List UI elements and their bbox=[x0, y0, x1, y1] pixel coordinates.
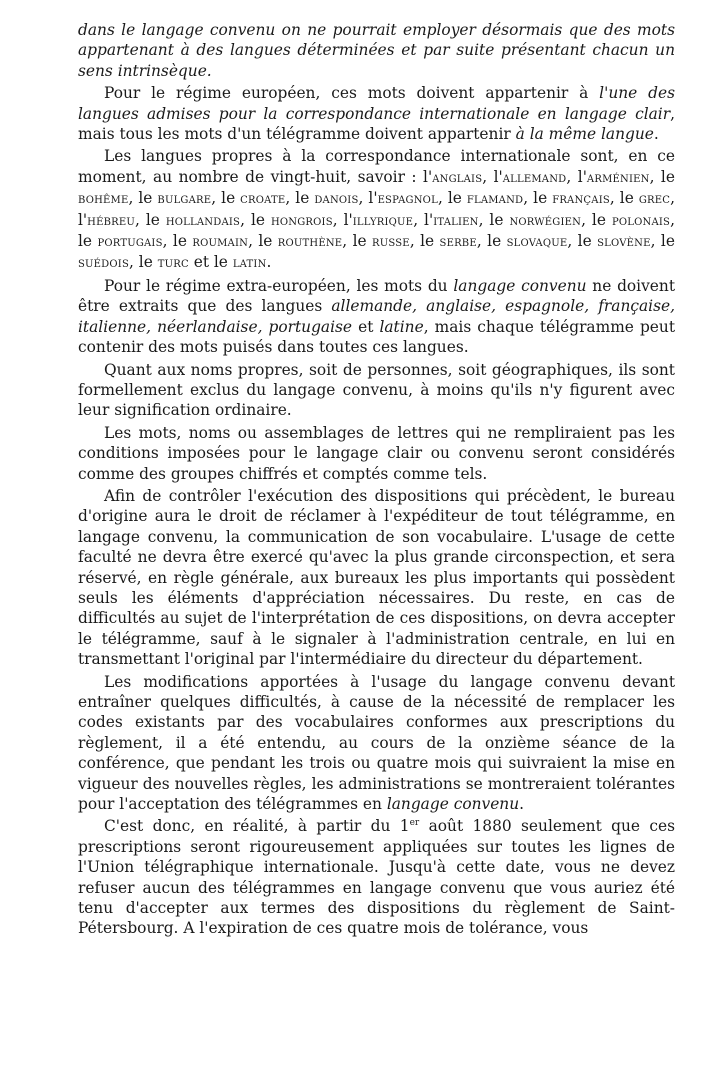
document-page bbox=[78, 20, 675, 941]
text-run: , mais chaque télégramme peut contenir des mots puisés dans toutes ces langues. bbox=[78, 317, 676, 357]
text-run: , l' bbox=[482, 167, 503, 186]
italic-text: langage convenu bbox=[453, 276, 587, 295]
text-run: , le bbox=[78, 210, 675, 251]
language-name: hongrois bbox=[270, 212, 333, 229]
language-name: serbe bbox=[439, 234, 477, 251]
text-run: Les langues propres à la correspondance internationale sont, en ce moment, au nombre de vingt-huit, savoir : l' bbox=[78, 147, 675, 186]
text-run: , l' bbox=[566, 167, 587, 186]
paragraph bbox=[78, 486, 675, 670]
text-run: , le bbox=[409, 232, 440, 251]
language-name: grec bbox=[638, 191, 671, 208]
language-name: slovaque bbox=[506, 234, 568, 251]
text-run: Pour le régime extra-européen, les mots du bbox=[104, 276, 454, 295]
text-run: , le bbox=[650, 232, 675, 251]
text-run: , le bbox=[476, 232, 507, 251]
paragraph bbox=[78, 20, 675, 81]
text-run: août 1880 seulement que ces prescriptions seront rigoureusement appliquées sur toutes les lignes de l'Union télégraphique internationale. Jusqu'à cette date, vous ne devez refuser aucun des télégrammes en langage convenu que vous auriez été tenu d'accepter aux termes des dispositions du règlement de Saint-Pétersbourg. A l'expiration de ces quatre mois de tolérance, vous bbox=[78, 817, 675, 938]
language-name: bohême bbox=[78, 191, 129, 208]
text-run: , le bbox=[162, 232, 193, 251]
text-run: dans le langage convenu on ne pourrait employer désormais que des mots appartenant à des langues déterminées et par suite présentant chacun un sens intrinsèque. bbox=[78, 21, 675, 80]
language-name: portugais bbox=[97, 234, 163, 251]
language-name: bulgare bbox=[157, 191, 212, 208]
text-run: C'est donc, en réalité, à partir du 1 bbox=[104, 817, 410, 836]
text-run: , le bbox=[567, 232, 598, 251]
text-run: , l' bbox=[78, 189, 675, 229]
language-name: illyrique bbox=[352, 212, 414, 229]
text-run: , le bbox=[437, 189, 467, 208]
language-name: espagnol bbox=[377, 191, 438, 208]
text-run: , mais tous les mots d'un télégramme doivent appartenir bbox=[78, 104, 675, 144]
paragraph bbox=[78, 816, 675, 938]
language-name: russe bbox=[372, 234, 410, 251]
italic-text: langage convenu bbox=[386, 795, 520, 814]
language-name: hollandais bbox=[165, 212, 241, 229]
paragraph bbox=[78, 146, 675, 273]
text-run: Pour le régime européen, ces mots doivent appartenir à bbox=[104, 84, 600, 103]
text-run: Les modifications apportées à l'usage du langage convenu devant entraîner quelques difficultés, à cause de la nécessité de remplacer les codes existants par des vocabulaires conformes aux prescriptions du règlement, il a été entendu, au cours de la onzième séance de la conférence, que pendant les trois ou quatre mois qui suivraient la mise en vigueur des nouvelles règles, les administrations se montreraient tolérantes pour l'acceptation des télégrammes en bbox=[78, 672, 675, 814]
italic-text: allemande, anglaise, espagnole, française, italienne, néerlandaise, portugaise bbox=[78, 297, 675, 336]
text-run: et bbox=[352, 317, 380, 336]
text-run: , l' bbox=[332, 210, 353, 229]
text-run: et le bbox=[188, 253, 233, 272]
text-run: Les mots, noms ou assemblages de lettres qui ne rempliraient pas les conditions imposées pour le langage clair ou convenu seront considérés comme des groupes chiffrés et comptés comme tels. bbox=[78, 423, 675, 483]
italic-text: latine bbox=[379, 317, 424, 336]
italic-text: à la même langue bbox=[515, 125, 654, 144]
text-run: . bbox=[519, 795, 525, 814]
text-run: , le bbox=[128, 189, 158, 208]
language-name: turc bbox=[157, 255, 189, 272]
paragraph bbox=[78, 360, 675, 421]
text-run: Afin de contrôler l'exécution des dispositions qui précèdent, le bureau d'origine aura le droit de réclamer à l'expéditeur de tout télégramme, en langage convenu, la communication de son vocabulaire. L'usage de cette faculté ne devra être exercé qu'avec la plus grande circonspection, et sera réservé, en règle générale, aux bureaux les plus importants qui possèdent seuls les éléments d'appréciation nécessaires. Du reste, en cas de difficultés au sujet de l'interprétation de ces dispositions, on devra accepter le télégramme, sauf à le signaler à l'administration centrale, en lui en transmettant l'original par l'intermédiaire du directeur du département. bbox=[78, 486, 675, 669]
language-name: routhène bbox=[277, 234, 343, 251]
language-name: croate bbox=[240, 191, 286, 208]
text-run: , le bbox=[342, 232, 373, 251]
language-name: anglais bbox=[432, 169, 483, 186]
paragraph bbox=[78, 83, 675, 144]
language-name: allemand bbox=[502, 169, 567, 186]
text-run: . bbox=[653, 125, 659, 144]
language-name: italien bbox=[433, 212, 479, 229]
text-run: , le bbox=[609, 189, 639, 208]
text-run: , le bbox=[240, 210, 271, 229]
text-run: , le bbox=[129, 253, 158, 272]
paragraph bbox=[78, 672, 675, 815]
text-run: , le bbox=[649, 167, 675, 186]
text-run: , l' bbox=[358, 189, 378, 208]
text-run: , le bbox=[523, 189, 553, 208]
text-run: , le bbox=[211, 189, 241, 208]
text-run: , le bbox=[478, 210, 510, 229]
text-run: , le bbox=[248, 232, 278, 251]
text-run: , le bbox=[581, 210, 612, 229]
italic-text: l'une des langues admises pour la correspondance internationale en langage clair bbox=[78, 84, 675, 123]
language-name: norwégien bbox=[509, 212, 582, 229]
language-name: polonais bbox=[611, 212, 671, 229]
language-name: roumain bbox=[192, 234, 249, 251]
language-name: latin bbox=[232, 255, 267, 272]
language-name: suédois bbox=[78, 255, 129, 272]
language-name: hébreu bbox=[87, 212, 135, 229]
text-run: ne doivent être extraits que des langues bbox=[78, 276, 676, 316]
language-name: slovène bbox=[597, 234, 651, 251]
text-run: . bbox=[266, 253, 272, 272]
superscript: er bbox=[409, 818, 420, 829]
language-name: danois bbox=[314, 191, 359, 208]
language-name: français bbox=[552, 191, 610, 208]
text-run: , le bbox=[285, 189, 315, 208]
paragraph bbox=[78, 423, 675, 484]
language-name: arménien bbox=[586, 169, 650, 186]
text-run: Quant aux noms propres, soit de personnes, soit géographiques, ils sont formellement exclus du langage convenu, à moins qu'ils n'y figurent avec leur signification ordinaire. bbox=[78, 360, 675, 420]
paragraph bbox=[78, 276, 675, 358]
language-name: flamand bbox=[466, 191, 524, 208]
text-run: , l' bbox=[413, 210, 434, 229]
text-run: , le bbox=[134, 210, 166, 229]
